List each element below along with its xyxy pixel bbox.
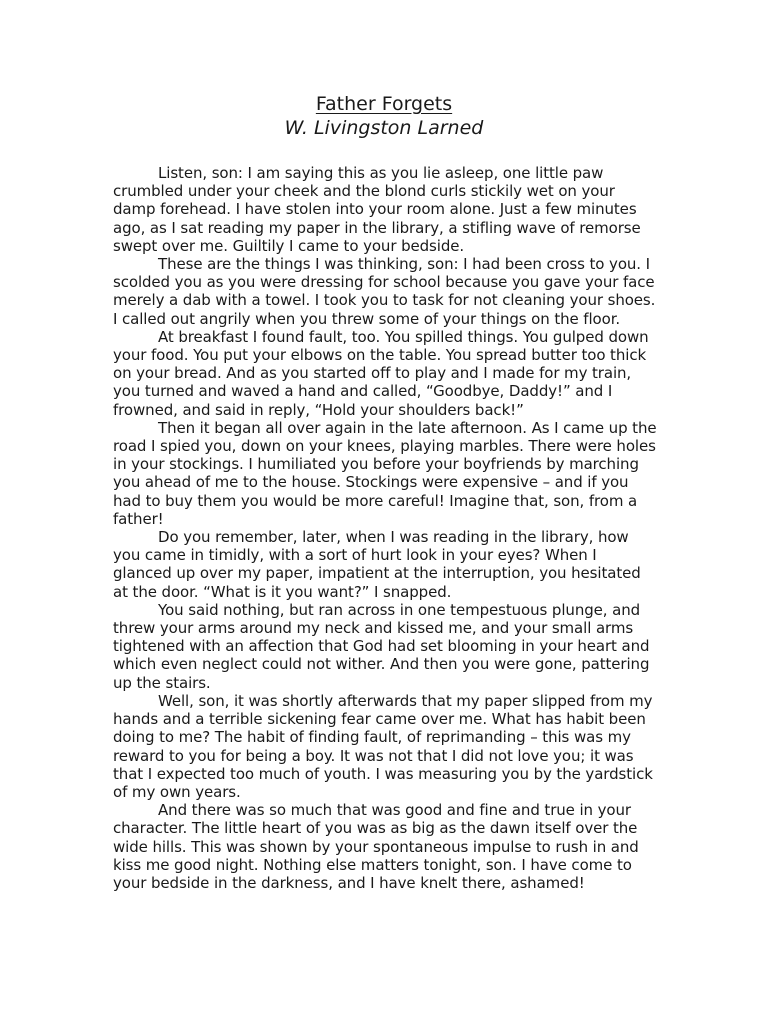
paragraph: At breakfast I found fault, too. You spilled things. You gulped down your food. You put your elbows on the table. You spread butter too thick on your bread. And as you started off to play and I made for my train, you turned and waved a hand and called, “Goodbye, Daddy!” and I frowned, and said in reply, “Hold your shoulders back!” — [113, 327, 649, 419]
paragraph: Do you remember, later, when I was reading in the library, how you came in timidly, with a sort of hurt look in your eyes? When I glanced up over my paper, impatient at the interruption, you hesitated at the door. “What is it you want?” I snapped. — [113, 528, 641, 601]
paragraph: These are the things I was thinking, son: I had been cross to you. I scolded you as you were dressing for school because you gave your face merely a dab with a towel. I took you to task for not cleaning your shoes. I called out angrily when you threw some of your things on the floor. — [113, 255, 656, 328]
document-author: W. Livingston Larned — [284, 117, 484, 139]
paragraph: You said nothing, but ran across in one tempestuous plunge, and threw your arms around my neck and kissed me, and your small arms tightened with an affection that God had set blooming in your heart and which even neglect could not wither. And then you were gone, pattering up the stairs. — [113, 600, 650, 692]
paragraph: And there was so much that was good and fine and true in your character. The little heart of you was as big as the dawn itself over the wide hills. This was shown by your spontaneous impulse to rush in and kiss me good night. Nothing else matters tonight, son. I have come to your bedside in the darkness, and I have knelt there, ashamed! — [113, 801, 639, 892]
paragraph: Listen, son: I am saying this as you lie asleep, one little paw crumbled under your cheek and the blond curls stickily wet on your damp forehead. I have stolen into your room alone. Just a few minutes ago, as I sat reading my paper in the library, a stifling wave of remorse swept over me. Guiltily I came to your bedside. — [113, 164, 641, 255]
document-title: Father Forgets — [315, 93, 453, 115]
paragraph: Well, son, it was shortly afterwards that my paper slipped from my hands and a terrible sickening fear came over me. What has habit been doing to me? The habit of finding fault, of reprimanding – this was my reward to you for being a boy. It was not that I did not love you; it was that I expected too much of youth. I was measuring you by the yardstick of my own years. — [113, 691, 653, 801]
document-header — [0, 92, 768, 140]
paragraph: Then it began all over again in the late afternoon. As I came up the road I spied you, down on your knees, playing marbles. There were holes in your stockings. I humiliated you before your boyfriends by marching you ahead of me to the house. Stockings were expensive – and if you had to buy them you would be more careful! Imagine that, son, from a father! — [113, 418, 657, 528]
document-body — [113, 164, 658, 892]
